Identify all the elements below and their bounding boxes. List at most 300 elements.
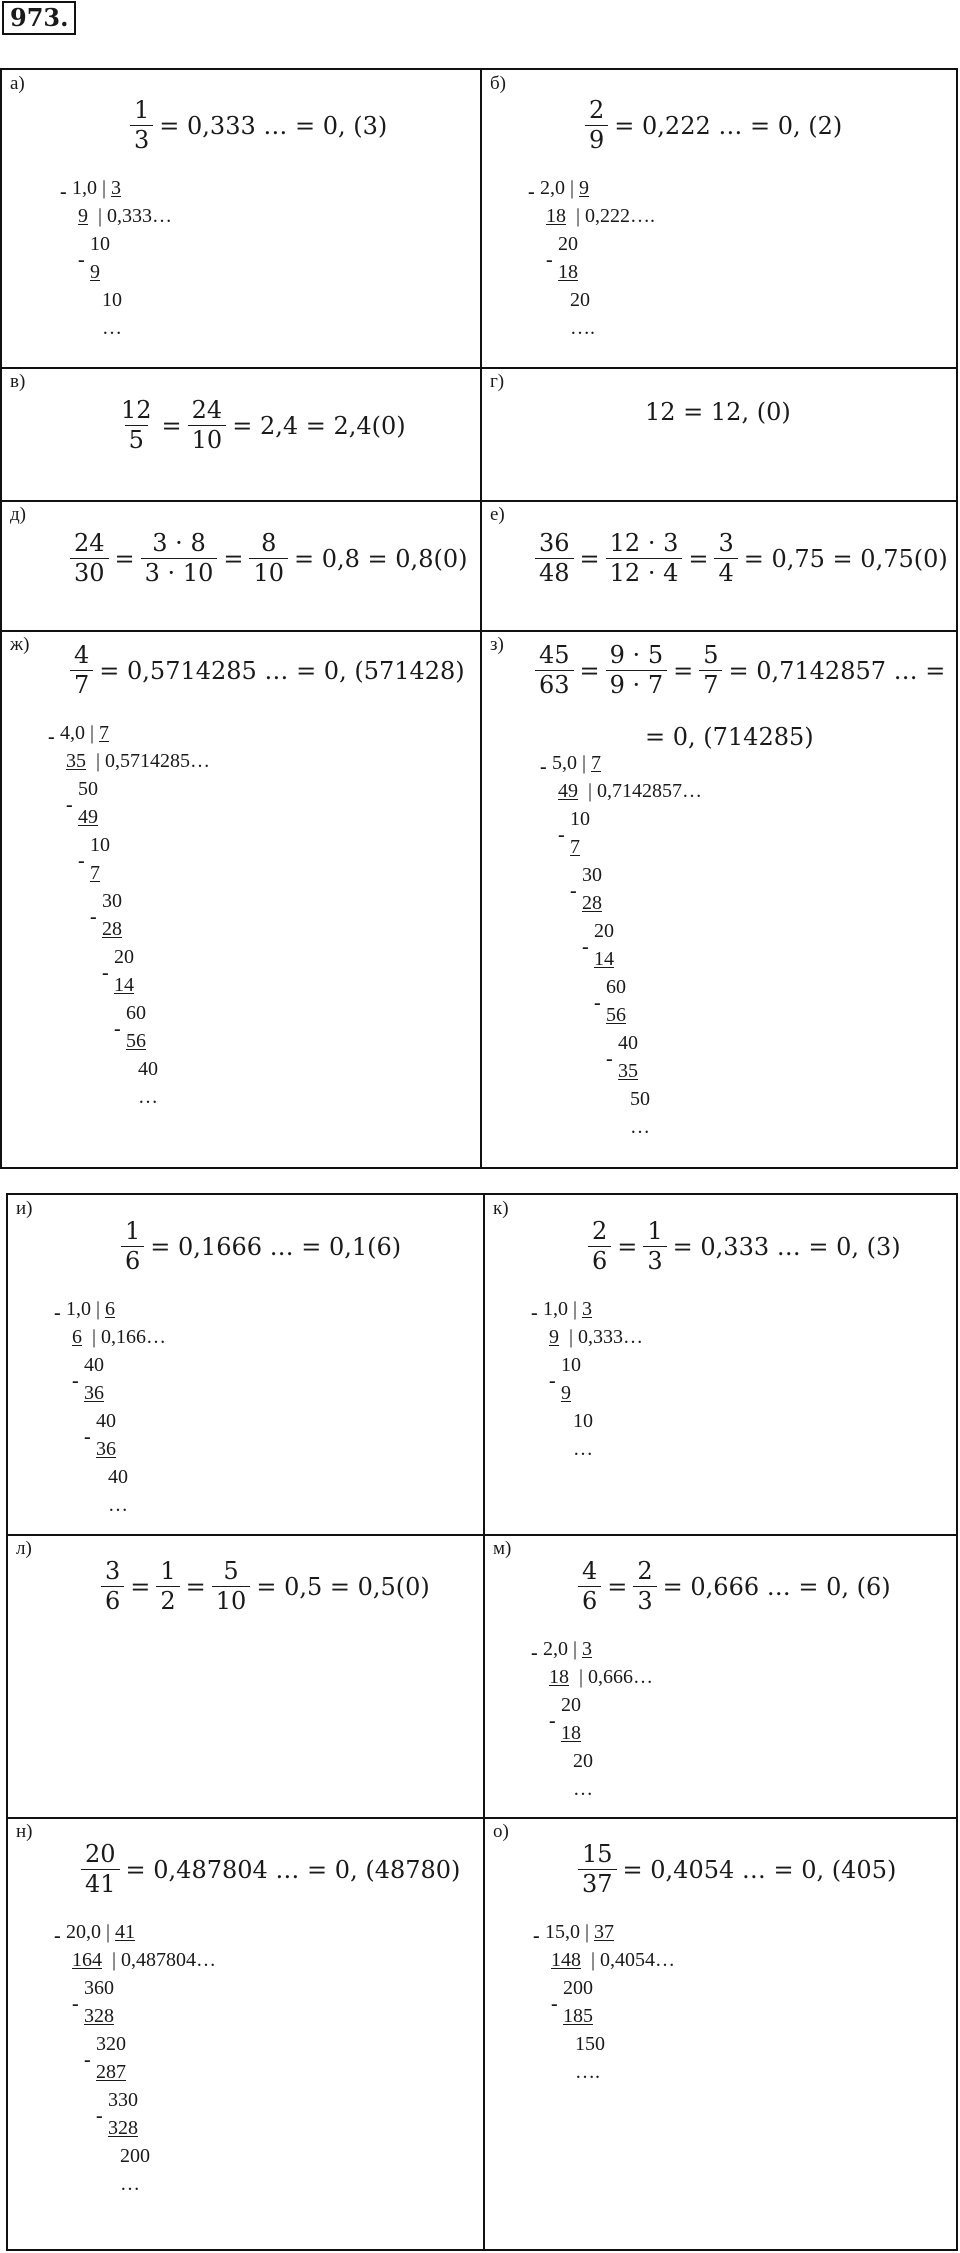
dividend: 1,0 (66, 1298, 91, 1320)
equation-text: = (185, 1572, 206, 1601)
division-separator: | (566, 205, 586, 227)
equation-text: = (607, 1572, 628, 1601)
ellipsis (573, 1777, 593, 1801)
equation-text: = (579, 544, 600, 573)
equation-text: = 0,487804 … = 0, (48780) (125, 1855, 461, 1884)
dividend: 20,0 (66, 1921, 101, 1943)
solution-cell (485, 1535, 956, 1818)
ellipsis (102, 316, 122, 340)
equation-text: = 0,222 … = 0, (2) (614, 111, 843, 140)
fraction (81, 1842, 120, 1897)
divisor: 9 (579, 177, 590, 199)
equation-text: = 0,8 = 0,8(0) (294, 544, 468, 573)
solution-cell (482, 631, 956, 1171)
step-value: 40 (138, 1058, 158, 1080)
step-value: 10 (573, 1410, 593, 1432)
quotient: 0,7142857… (597, 780, 703, 802)
step-value: 9 (549, 1326, 559, 1348)
solution-cell (2, 631, 480, 1171)
subtrahend (72, 1325, 166, 1349)
minus-sign: - (48, 726, 55, 748)
step-value: 6 (72, 1326, 82, 1348)
subtrahend (594, 947, 614, 971)
solution-cell (482, 70, 956, 368)
step-value: 10 (570, 808, 590, 830)
equation (532, 643, 948, 698)
division-separator: | (569, 1666, 589, 1688)
step-value: 9 (78, 205, 88, 227)
quotient: 0,4054… (600, 1949, 676, 1971)
step-value: 148 (551, 1949, 581, 1971)
fraction (535, 643, 574, 698)
equation-text: = 0, (714285) (645, 723, 814, 751)
subtrahend (84, 1381, 104, 1405)
step-value: 28 (582, 892, 602, 914)
minus-sign: - (102, 962, 109, 984)
quotient: 0,5714285… (105, 750, 211, 772)
step-value: 7 (570, 836, 580, 858)
fraction-numerator: 12 (121, 396, 152, 424)
step-value: … (138, 1086, 158, 1108)
fraction-numerator: 24 (74, 529, 105, 557)
step-value: … (630, 1116, 650, 1138)
divisor: 3 (582, 1638, 593, 1660)
subtrahend (102, 917, 122, 941)
subtrahend (582, 891, 602, 915)
cell-label: н) (16, 1821, 33, 1842)
subtrahend (570, 835, 580, 859)
fraction-denominator: 6 (101, 1586, 124, 1614)
remainder (563, 1976, 593, 2000)
division-head (66, 1297, 149, 1321)
fraction (643, 1219, 666, 1274)
divisor: 7 (591, 752, 602, 774)
remainder (582, 863, 602, 887)
equation-text: = 2,4 = 2,4(0) (232, 411, 406, 440)
minus-sign: - (72, 1993, 79, 2015)
fraction-denominator: 7 (70, 670, 93, 698)
solution-cell (2, 70, 480, 368)
subtrahend (90, 861, 100, 885)
step-value: 50 (78, 778, 98, 800)
fraction (249, 531, 288, 586)
step-value: … (102, 317, 122, 339)
dividend: 1,0 (72, 177, 97, 199)
step-value: 328 (84, 2005, 114, 2027)
divisor: 3 (582, 1298, 593, 1320)
subtrahend (126, 1029, 146, 1053)
fraction-denominator: 6 (121, 1246, 144, 1274)
solution-table (0, 68, 958, 1169)
subtrahend (549, 1665, 653, 1689)
step-value: 10 (90, 834, 110, 856)
fraction (699, 643, 722, 698)
subtrahend (78, 805, 98, 829)
equation-text: = 0,4054 … = 0, (405) (622, 1855, 897, 1884)
cell-label: д) (10, 504, 26, 525)
remainder (618, 1031, 638, 1055)
minus-sign: - (72, 1370, 79, 1392)
fraction-denominator: 63 (535, 670, 574, 698)
division-head (543, 1637, 626, 1661)
fraction-numerator: 24 (191, 396, 223, 424)
cell-label: г) (490, 371, 505, 392)
fraction (212, 1559, 251, 1614)
minus-sign: - (606, 1048, 613, 1070)
step-value: 20 (594, 920, 614, 942)
equation (532, 531, 951, 586)
fraction-numerator: 2 (637, 1557, 653, 1585)
dividend: 2,0 (540, 177, 565, 199)
fraction-numerator: 1 (647, 1217, 663, 1245)
fraction (156, 1559, 179, 1614)
quotient: 0,333… (578, 1326, 644, 1348)
equation-text: = (579, 656, 600, 685)
divisor: 6 (105, 1298, 116, 1320)
fraction (606, 531, 683, 586)
fraction (633, 1559, 656, 1614)
division-separator: | (565, 177, 580, 199)
step-value: 60 (606, 976, 626, 998)
remainder (606, 975, 626, 999)
ellipsis (138, 1085, 158, 1109)
equation (98, 1559, 433, 1614)
divisor: 7 (99, 722, 110, 744)
step-value: 320 (96, 2033, 126, 2055)
fraction-denominator: 9 · 7 (606, 670, 667, 698)
fraction-numerator: 12 · 3 (609, 529, 679, 557)
step-value: 20 (561, 1694, 581, 1716)
division-separator: | (102, 1949, 122, 1971)
equation (78, 1842, 463, 1897)
ellipsis (108, 1493, 128, 1517)
fraction (130, 98, 153, 153)
equation (67, 531, 470, 586)
division-separator: | (578, 780, 598, 802)
solution-cell (485, 1818, 956, 2253)
subtrahend (561, 1381, 571, 1405)
fraction-numerator: 2 (592, 1217, 608, 1245)
quotient: 0,666… (588, 1666, 654, 1688)
step-value: 200 (563, 1977, 593, 1999)
remainder (96, 1409, 116, 1433)
quotient: 0,487804… (121, 1949, 217, 1971)
step-value: 18 (546, 205, 566, 227)
remainder (558, 232, 578, 256)
dividend: 15,0 (545, 1921, 580, 1943)
minus-sign: - (546, 249, 553, 271)
equation (114, 398, 409, 453)
solution-cell (8, 1195, 483, 1535)
minus-sign: - (528, 181, 535, 203)
division-separator: | (568, 1638, 583, 1660)
subtrahend (90, 260, 100, 284)
remainder (120, 2144, 150, 2168)
minus-sign: - (558, 824, 565, 846)
division-separator: | (101, 1921, 116, 1943)
division-separator: | (86, 750, 106, 772)
equation (585, 1219, 904, 1274)
subtrahend (546, 204, 655, 228)
division-head (66, 1920, 159, 1944)
solution-cell (8, 1535, 483, 1818)
subtrahend (78, 204, 172, 228)
remainder (78, 777, 98, 801)
step-value: 30 (582, 864, 602, 886)
division-separator: | (88, 205, 108, 227)
fraction-numerator: 36 (539, 529, 570, 557)
minus-sign: - (540, 756, 547, 778)
solution-cell (482, 501, 956, 631)
divisor: 37 (594, 1921, 615, 1943)
fraction-denominator: 48 (535, 558, 574, 586)
fraction (578, 1559, 601, 1614)
solution-cell (485, 1195, 956, 1535)
minus-sign: - (84, 2049, 91, 2071)
equation-text: = (114, 544, 135, 573)
cell-label: к) (493, 1198, 509, 1219)
subtrahend (558, 260, 578, 284)
step-value: 18 (561, 1722, 581, 1744)
division-separator: | (581, 1949, 601, 1971)
step-value: 40 (108, 1466, 128, 1488)
remainder (570, 807, 590, 831)
minus-sign: - (549, 1710, 556, 1732)
dividend: 2,0 (543, 1638, 568, 1660)
equation-text: 12 = 12, (0) (645, 398, 791, 426)
fraction-denominator: 12 · 4 (606, 558, 683, 586)
equation-continuation (642, 723, 817, 751)
ellipsis (570, 316, 595, 340)
division-head (545, 1920, 638, 1944)
minus-sign: - (78, 850, 85, 872)
subtrahend (84, 2004, 114, 2028)
fraction-numerator: 8 (261, 529, 277, 557)
solution-table (6, 1193, 958, 2251)
step-value: … (573, 1438, 593, 1460)
remainder (573, 1749, 593, 1773)
fraction-numerator: 2 (589, 96, 605, 124)
remainder (102, 889, 122, 913)
equation-text: = (161, 411, 182, 440)
step-value: 60 (126, 1002, 146, 1024)
fraction-numerator: 4 (74, 641, 90, 669)
ellipsis (630, 1115, 650, 1139)
minus-sign: - (90, 906, 97, 928)
step-value: 7 (90, 862, 100, 884)
equation (582, 98, 845, 153)
step-value: 150 (575, 2033, 605, 2055)
equation (118, 1219, 404, 1274)
fraction-numerator: 20 (85, 1840, 116, 1868)
step-value: 28 (102, 918, 122, 940)
remainder (108, 1465, 128, 1489)
step-value: 56 (606, 1004, 626, 1026)
dividend: 4,0 (60, 722, 85, 744)
equation-text: = 0,333 … = 0, (3) (672, 1232, 901, 1261)
cell-label: б) (490, 73, 506, 94)
subtrahend (96, 1437, 116, 1461)
step-value: 36 (96, 1438, 116, 1460)
minus-sign: - (96, 2105, 103, 2127)
equation-text: = (223, 544, 244, 573)
step-value: 18 (558, 261, 578, 283)
equation (642, 398, 794, 426)
equation (127, 98, 390, 153)
subtrahend (549, 1325, 643, 1349)
step-value: …. (575, 2061, 600, 2083)
fraction-denominator: 6 (578, 1586, 601, 1614)
equation-text: = (130, 1572, 151, 1601)
step-value: 10 (90, 233, 110, 255)
remainder (138, 1057, 158, 1081)
step-value: 36 (84, 1382, 104, 1404)
minus-sign: - (78, 249, 85, 271)
step-value: 20 (114, 946, 134, 968)
step-value: 330 (108, 2089, 138, 2111)
cell-label: ж) (10, 634, 30, 655)
subtrahend (66, 749, 210, 773)
fraction-denominator: 30 (70, 558, 109, 586)
remainder (114, 945, 134, 969)
quotient: 0,333… (107, 205, 173, 227)
remainder (570, 288, 590, 312)
division-head (72, 176, 155, 200)
division-separator: | (568, 1298, 583, 1320)
equation-text: = 0,333 … = 0, (3) (159, 111, 388, 140)
division-separator: | (580, 1921, 595, 1943)
minus-sign: - (531, 1642, 538, 1664)
equation-text: = 0,5714285 … = 0, (571428) (99, 656, 465, 685)
remainder (561, 1693, 581, 1717)
cell-label: м) (493, 1538, 512, 1559)
fraction-denominator: 3 (633, 1586, 656, 1614)
problem-header (2, 1, 76, 35)
step-value: 10 (102, 289, 122, 311)
subtrahend (563, 2004, 593, 2028)
fraction-numerator: 3 (105, 1557, 121, 1585)
division-head (552, 751, 635, 775)
fraction (117, 398, 156, 453)
fraction-denominator: 3 · 10 (141, 558, 218, 586)
cell-label: в) (10, 371, 26, 392)
cell-label: а) (10, 73, 25, 94)
ellipsis (575, 2060, 600, 2084)
fraction-denominator: 4 (714, 558, 737, 586)
step-value: 49 (78, 806, 98, 828)
equation-text: = (617, 1232, 638, 1261)
division-head (540, 176, 623, 200)
subtrahend (551, 1948, 675, 1972)
division-separator: | (577, 752, 592, 774)
step-value: 10 (561, 1354, 581, 1376)
subtrahend (561, 1721, 581, 1745)
solution-cell (2, 368, 480, 501)
step-value: 40 (96, 1410, 116, 1432)
equation-text: = (673, 656, 694, 685)
step-value: … (120, 2173, 140, 2195)
dividend: 5,0 (552, 752, 577, 774)
fraction (578, 1842, 617, 1897)
subtrahend (606, 1003, 626, 1027)
step-value: …. (570, 317, 595, 339)
fraction-denominator: 9 (585, 125, 608, 153)
divisor: 41 (115, 1921, 136, 1943)
fraction-numerator: 1 (134, 96, 150, 124)
step-value: 9 (561, 1382, 571, 1404)
minus-sign: - (582, 936, 589, 958)
step-value: 56 (126, 1030, 146, 1052)
step-value: 9 (90, 261, 100, 283)
fraction-denominator: 37 (578, 1869, 617, 1897)
ellipsis (573, 1437, 593, 1461)
minus-sign: - (66, 794, 73, 816)
minus-sign: - (531, 1302, 538, 1324)
step-value: 49 (558, 780, 578, 802)
ellipsis (120, 2172, 140, 2196)
minus-sign: - (594, 992, 601, 1014)
remainder (84, 1353, 104, 1377)
division-head (60, 721, 143, 745)
step-value: 20 (558, 233, 578, 255)
minus-sign: - (549, 1370, 556, 1392)
minus-sign: - (84, 1426, 91, 1448)
cell-label: л) (16, 1538, 32, 1559)
solution-cell (2, 501, 480, 631)
subtrahend (558, 779, 702, 803)
fraction (585, 98, 608, 153)
equation-text: = (688, 544, 709, 573)
subtrahend (108, 2116, 138, 2140)
fraction-numerator: 5 (223, 1557, 239, 1585)
remainder (573, 1409, 593, 1433)
fraction-denominator: 10 (212, 1586, 251, 1614)
remainder (108, 2088, 138, 2112)
fraction (70, 643, 93, 698)
fraction (714, 531, 737, 586)
cell-label: о) (493, 1821, 509, 1842)
fraction (188, 398, 227, 453)
fraction (141, 531, 218, 586)
remainder (594, 919, 614, 943)
fraction-numerator: 1 (160, 1557, 176, 1585)
fraction-denominator: 41 (81, 1869, 120, 1897)
fraction (588, 1219, 611, 1274)
problem-number: 973. (2, 1, 76, 35)
minus-sign: - (114, 1018, 121, 1040)
remainder (96, 2032, 126, 2056)
equation-text: = 0,666 … = 0, (6) (662, 1572, 891, 1601)
subtrahend (618, 1059, 638, 1083)
step-value: 40 (618, 1032, 638, 1054)
step-value: 50 (630, 1088, 650, 1110)
step-value: 20 (573, 1750, 593, 1772)
equation (67, 643, 468, 698)
step-value: 14 (594, 948, 614, 970)
divisor: 3 (111, 177, 122, 199)
solution-cell (8, 1818, 483, 2253)
remainder (126, 1001, 146, 1025)
step-value: … (108, 1494, 128, 1516)
division-head (543, 1297, 626, 1321)
step-value: 287 (96, 2061, 126, 2083)
step-value: 40 (84, 1354, 104, 1376)
step-value: 185 (563, 2005, 593, 2027)
remainder (84, 1976, 114, 2000)
fraction (606, 643, 667, 698)
remainder (575, 2032, 605, 2056)
step-value: 14 (114, 974, 134, 996)
